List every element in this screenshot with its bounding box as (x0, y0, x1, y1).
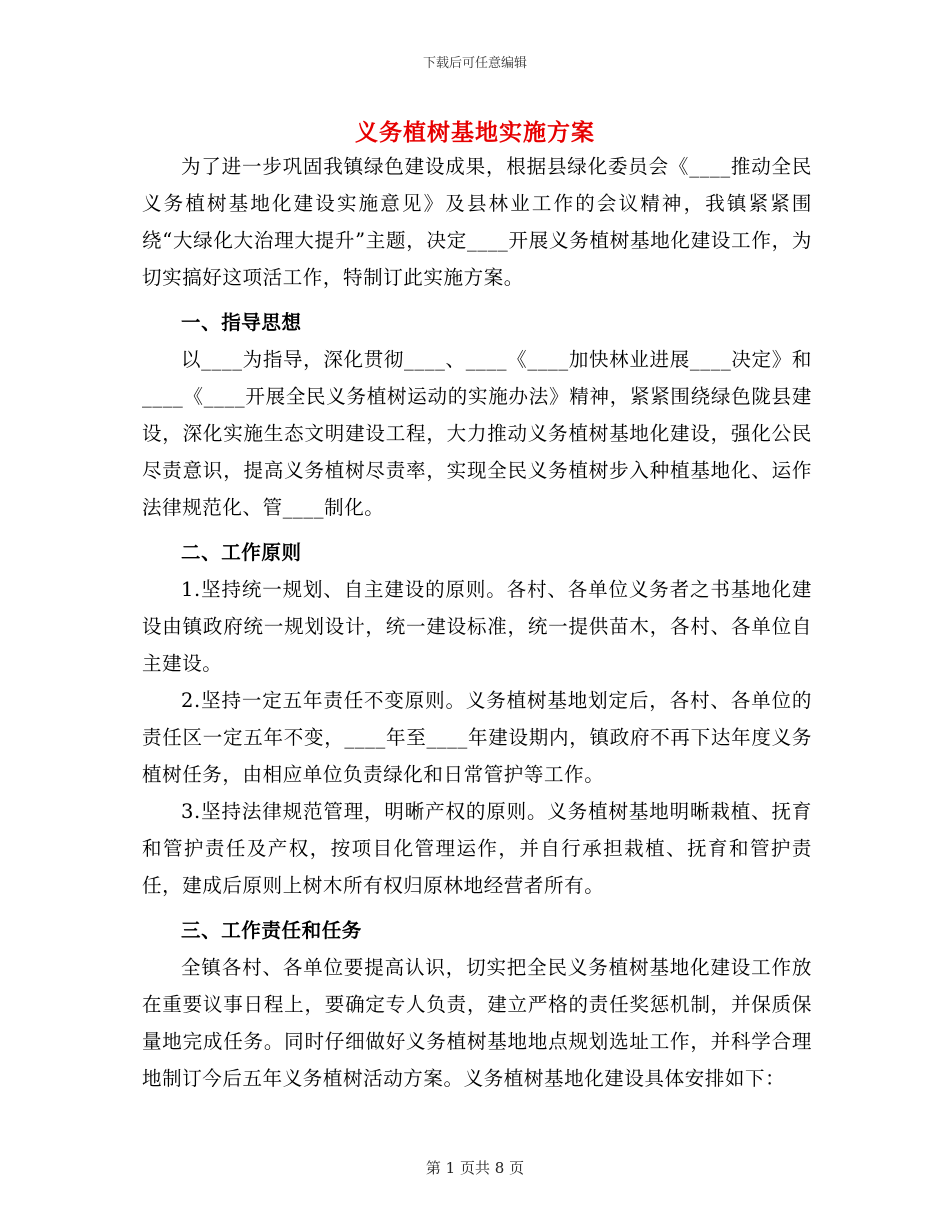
principle-2-paragraph: 2.坚持一定五年责任不变原则。义务植树基地划定后，各村、各单位的责任区一定五年不变，____年至____年建设期内，镇政府不再下达年度义务植树任务，由相应单位负责绿化和日常管护等工作。 (142, 689, 812, 786)
page-number-footer: 第 1 页共 8 页 (425, 1159, 525, 1177)
section-heading-3: 三、工作责任和任务 (181, 919, 362, 942)
principle-1-paragraph: 1.坚持统一规划、自主建设的原则。各村、各单位义务者之书基地化建设由镇政府统一规划设计，统一建设标准，统一提供苗木，各村、各单位自主建设。 (142, 578, 812, 675)
section-1-paragraph: 以____为指导，深化贯彻____、____《____加快林业进展____决定》和____《____开展全民义务植树运动的实施办法》精神，紧紧围绕绿色陇县建设，深化实施生态文明建设工程，大力推动义务植树基地化建设，强化公民尽责意识，提高义务植树尽责率，实现全民义务植树步入种植基地化、运作法律规范化、管____制化。 (142, 348, 812, 519)
principle-3-paragraph: 3.坚持法律规范管理，明晰产权的原则。义务植树基地明晰栽植、抚育和管护责任及产权，按项目化管理运作，并自行承担栽植、抚育和管护责任，建成后原则上树木所有权归原林地经营者所有。 (142, 800, 812, 897)
section-heading-1: 一、指导思想 (181, 311, 302, 334)
document-title: 义务植树基地实施方案 (355, 119, 595, 146)
header-note: 下载后可任意编辑 (422, 56, 527, 71)
intro-paragraph: 为了进一步巩固我镇绿色建设成果，根据县绿化委员会《____推动全民义务植树基地化建设实施意见》及县林业工作的会议精神，我镇紧紧围绕“大绿化大治理大提升”主题，决定____开展义务植树基地化建设工作，为切实搞好这项活工作，特制订此实施方案。 (142, 155, 812, 289)
section-heading-2: 二、工作原则 (181, 541, 302, 564)
document-body (142, 148, 812, 1097)
section-3-paragraph: 全镇各村、各单位要提高认识，切实把全民义务植树基地化建设工作放在重要议事日程上，要确定专人负责，建立严格的责任奖惩机制，并保质保量地完成任务。同时仔细做好义务植树基地地点规划选址工作，并科学合理地制订今后五年义务植树活动方案。义务植树基地化建设具体安排如下： (142, 956, 812, 1090)
